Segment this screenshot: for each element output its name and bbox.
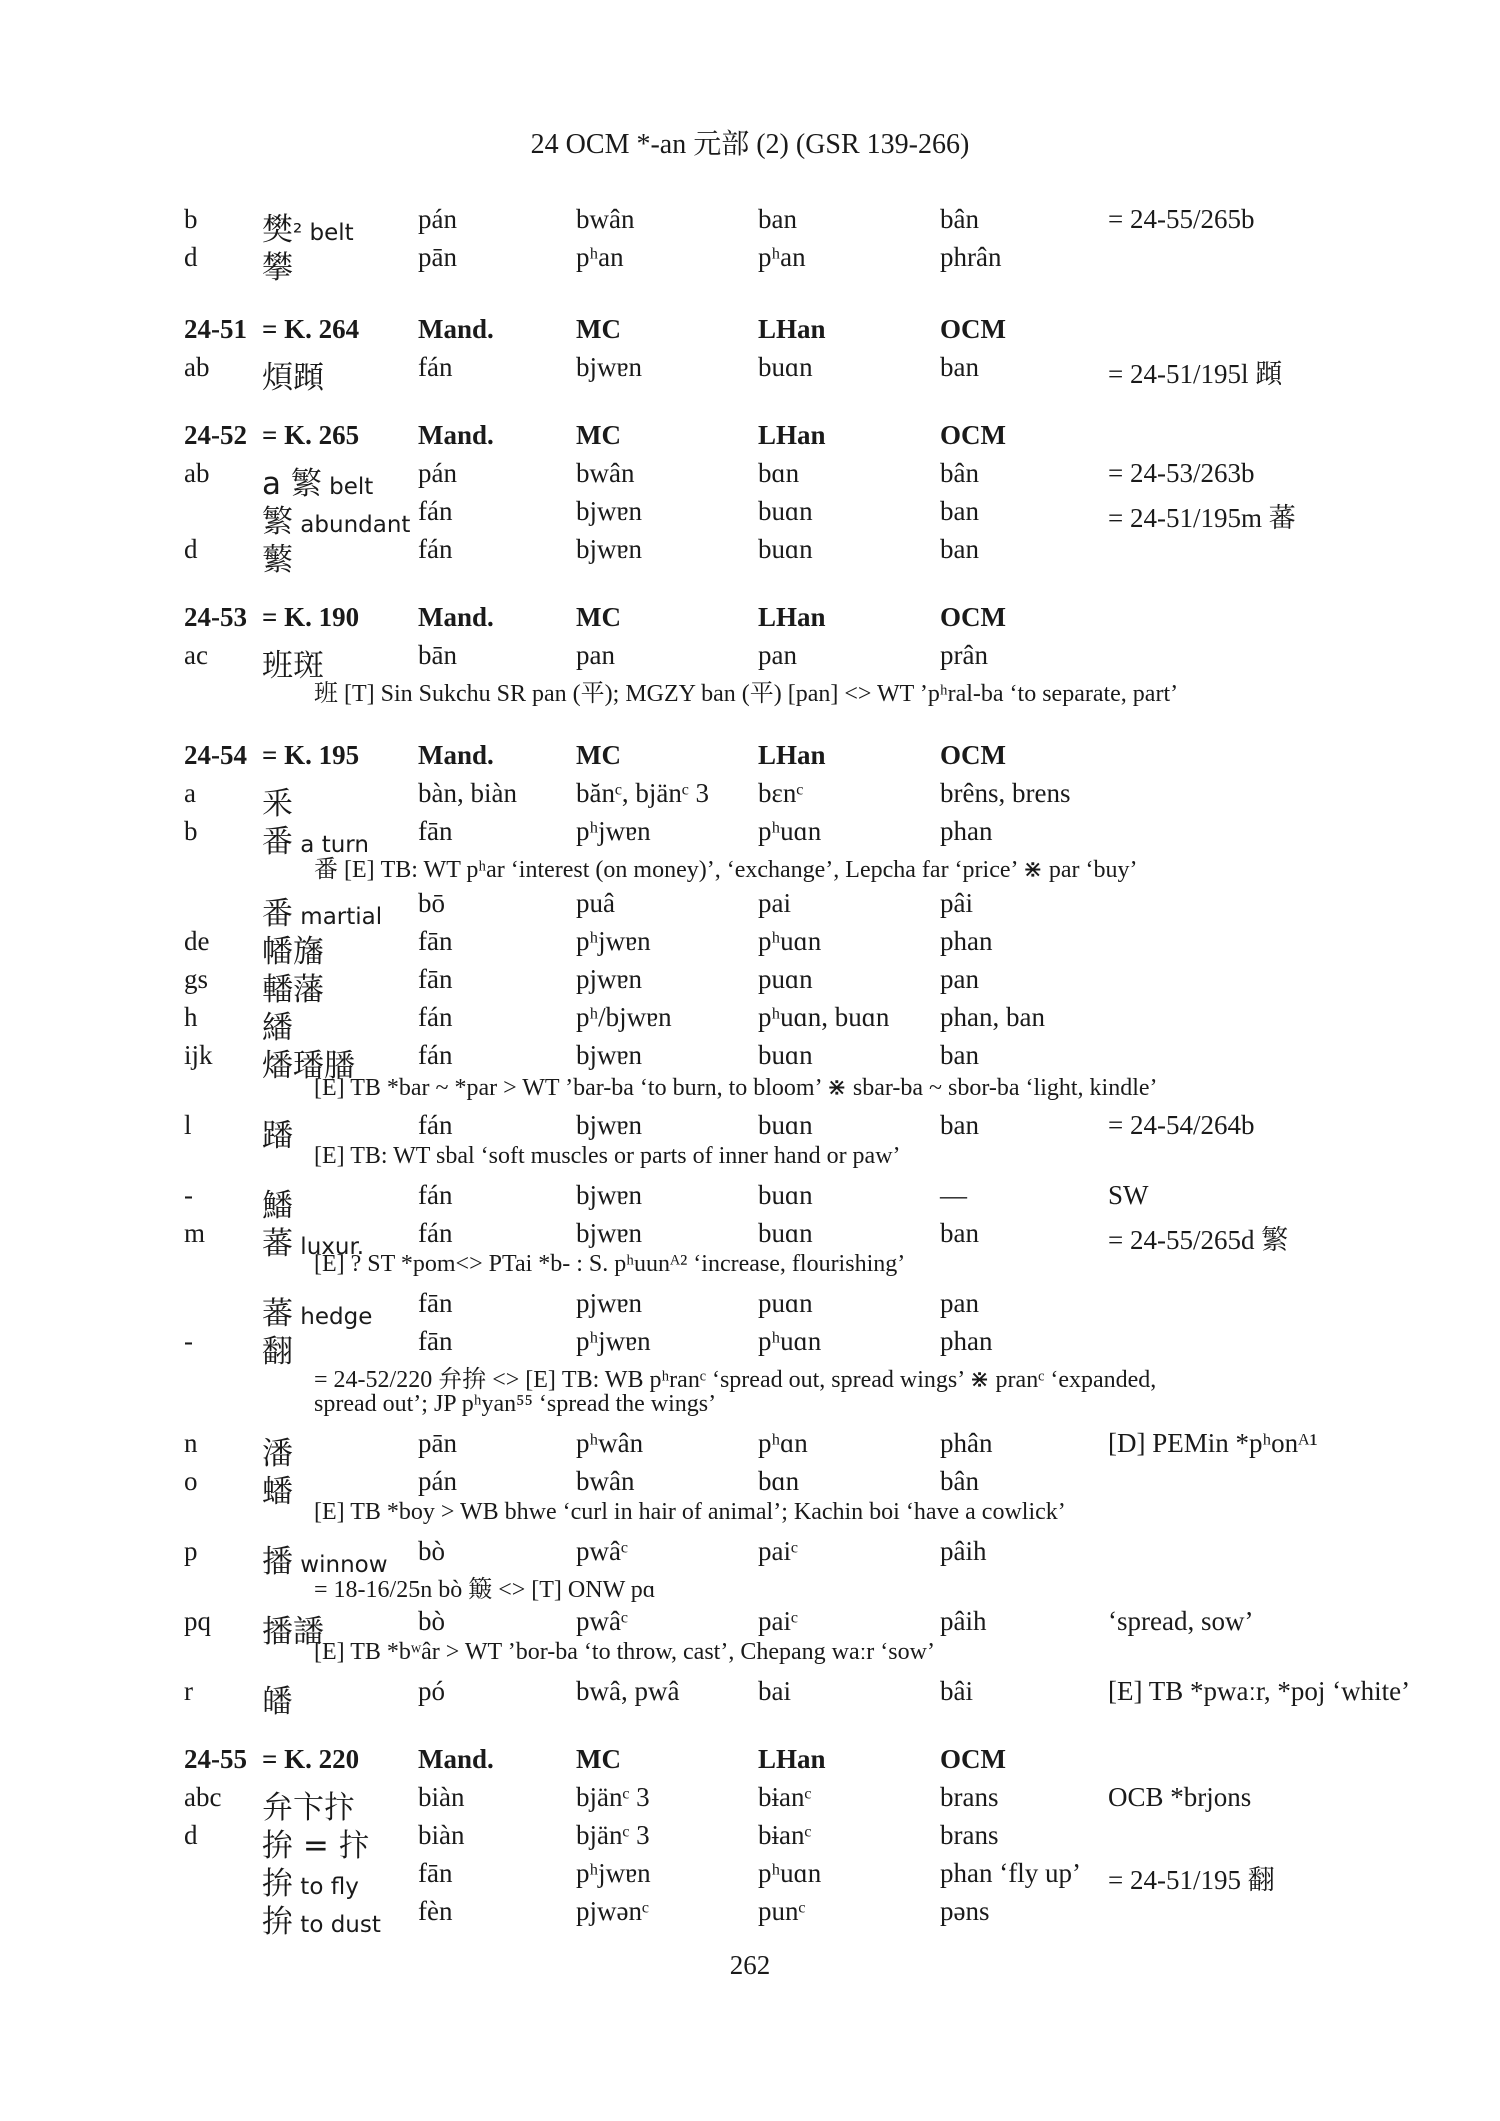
cell-c0: - (184, 1180, 193, 1210)
cell-c4: buɑn (758, 1180, 813, 1210)
cell-c2: pán (418, 458, 457, 488)
cell-c1: 蹯 (262, 1118, 293, 1154)
cell-c0: a (184, 778, 196, 808)
cell-c2: bàn, biàn (418, 778, 517, 808)
cell-c2: bān (418, 640, 457, 670)
cell-c2: biàn (418, 1820, 465, 1850)
cell-c5: pâih (940, 1536, 987, 1566)
cell-c0: 24-53 (184, 602, 247, 632)
cell-c2: fān (418, 1326, 453, 1356)
cell-c5: pəns (940, 1896, 990, 1926)
page-header: 24 OCM *-an 元部 (2) (GSR 139-266) (530, 129, 970, 160)
note-line: 番 [E] TB: WT pʰar ‘interest (on money)’, ‘exchange’, Lepcha far ‘price’ ⋇ par ‘buy’ (314, 857, 1138, 883)
cell-c1: = K. 265 (262, 420, 360, 450)
cell-c4: buɑn (758, 496, 813, 526)
cell-c4: LHan (758, 420, 826, 450)
cell-c3: pan (576, 640, 615, 670)
cell-c0: m (184, 1218, 206, 1248)
cell-c2: Mand. (418, 420, 494, 450)
cell-c2: fán (418, 1110, 453, 1140)
cell-c5: bân (940, 1466, 979, 1496)
cell-c4: pʰuɑn (758, 926, 822, 956)
cell-c5: — (940, 1180, 967, 1210)
cell-c5: OCM (940, 740, 1006, 770)
cell-c1: 拚 = 抃 (262, 1828, 370, 1864)
note-line: [E] ? ST *pom<> PTai *b- : S. pʰuunᴬ² ‘increase, flourishing’ (314, 1251, 906, 1277)
cell-c0: gs (184, 964, 209, 994)
cell-c6: OCB *brjons (1108, 1782, 1252, 1812)
cell-c4: pʰuɑn, buɑn (758, 1002, 890, 1032)
cell-c5: phan (940, 1326, 993, 1356)
note-line: spread out’; JP pʰyan⁵⁵ ‘spread the wings’ (314, 1391, 717, 1417)
cell-c3: pʰjwɐn (576, 1326, 651, 1356)
cell-c1: 潘 (262, 1436, 293, 1472)
cell-c5: OCM (940, 602, 1006, 632)
cell-c6: = 24-51/195m 蕃 (1108, 503, 1296, 533)
gloss: winnow (293, 1552, 388, 1578)
page-number: 262 (729, 1950, 771, 1980)
cell-c2: pó (418, 1676, 445, 1706)
cell-c3: MC (576, 740, 621, 770)
cell-c0: n (184, 1428, 198, 1458)
cell-c2: fán (418, 1180, 453, 1210)
cell-c6: = 24-53/263b (1108, 458, 1255, 488)
cell-c4: ban (758, 204, 797, 234)
cell-c0: 24-54 (184, 740, 247, 770)
cell-c4: pai (758, 888, 791, 918)
note-line: = 18-16/25n bò 簸 <> [T] ONW pɑ (314, 1577, 656, 1603)
cell-c5: phan ‘fly up’ (940, 1858, 1081, 1888)
cell-c5: phan, ban (940, 1002, 1045, 1032)
cell-c5: ban (940, 1110, 979, 1140)
cell-c0: ac (184, 640, 208, 670)
cell-c1: 蕃 hedge (262, 1296, 373, 1332)
cell-c2: Mand. (418, 602, 494, 632)
cell-c4: bɛnᶜ (758, 778, 804, 808)
cell-c2: fán (418, 1040, 453, 1070)
cell-c2: bò (418, 1606, 445, 1636)
cell-c4: LHan (758, 602, 826, 632)
cell-c5: ban (940, 534, 979, 564)
cell-c1: 蟠 (262, 1474, 293, 1510)
cell-c3: pjwɐn (576, 964, 642, 994)
cell-c6: = 24-55/265b (1108, 204, 1255, 234)
cell-c1: 轓藩 (262, 972, 324, 1008)
cell-c3: puâ (576, 888, 615, 918)
cell-c2: fān (418, 1858, 453, 1888)
cell-c0: 24-51 (184, 314, 247, 344)
cell-c0: d (184, 534, 198, 564)
cell-c3: pʰjwɐn (576, 816, 651, 846)
cell-c1: 煩蹞 (262, 360, 324, 396)
cell-c2: biàn (418, 1782, 465, 1812)
cell-c4: buɑn (758, 1040, 813, 1070)
cell-c2: Mand. (418, 314, 494, 344)
cell-c1: = K. 264 (262, 314, 360, 344)
cell-c3: pʰwân (576, 1428, 644, 1458)
note-line: = 24-52/220 弁拚 <> [E] TB: WB pʰranᶜ ‘spread out, spread wings’ ⋇ pranᶜ ‘expanded, (314, 1367, 1157, 1393)
cell-c3: MC (576, 314, 621, 344)
cell-c5: OCM (940, 420, 1006, 450)
cell-c3: bjänᶜ 3 (576, 1782, 650, 1812)
cell-c4: paiᶜ (758, 1536, 798, 1566)
cell-c3: pwâᶜ (576, 1536, 628, 1566)
cell-c0: o (184, 1466, 198, 1496)
cell-c1: 弁卞抃 (262, 1790, 355, 1826)
cell-c6: [E] TB *pwaːr, *poj ‘white’ (1108, 1676, 1411, 1706)
cell-c1: 繙 (262, 1010, 293, 1046)
cell-c0: b (184, 204, 198, 234)
cell-c2: Mand. (418, 740, 494, 770)
cell-c3: pwâᶜ (576, 1606, 628, 1636)
cell-c6: [D] PEMin *pʰonᴬ¹ (1108, 1428, 1318, 1458)
cell-c0: pq (184, 1606, 211, 1636)
cell-c0: d (184, 1820, 198, 1850)
gloss: to dust (293, 1912, 381, 1938)
cell-c1: 幡旛 (262, 934, 324, 970)
cell-c2: pān (418, 242, 457, 272)
cell-c1: 蘩 (262, 542, 293, 578)
cell-c4: LHan (758, 740, 826, 770)
cell-c1: 播譒 (262, 1614, 324, 1650)
cell-c1: a 繁 belt (262, 466, 374, 502)
cell-c5: phân (940, 1428, 993, 1458)
gloss: abundant (293, 512, 411, 538)
cell-c5: ban (940, 1040, 979, 1070)
cell-c2: fán (418, 496, 453, 526)
cell-c3: pʰ/bjwɐn (576, 1002, 672, 1032)
cell-c1: = K. 195 (262, 740, 360, 770)
cell-c0: abc (184, 1782, 222, 1812)
cell-c3: bjwɐn (576, 1180, 642, 1210)
cell-c1: 繁 abundant (262, 504, 411, 540)
cell-c5: prân (940, 640, 988, 670)
cell-c4: buɑn (758, 1110, 813, 1140)
cell-c3: MC (576, 602, 621, 632)
cell-c1: 鱕 (262, 1188, 293, 1224)
cell-c5: ban (940, 1218, 979, 1248)
cell-c5: brêns, brens (940, 778, 1071, 808)
cell-c4: pʰan (758, 242, 806, 272)
cell-c2: bò (418, 1536, 445, 1566)
cell-c2: fān (418, 1288, 453, 1318)
cell-c5: brans (940, 1782, 999, 1812)
cell-c0: ab (184, 458, 210, 488)
cell-c4: bɑn (758, 458, 800, 488)
cell-c1: = K. 190 (262, 602, 360, 632)
cell-c2: fān (418, 964, 453, 994)
cell-c0: 24-55 (184, 1744, 247, 1774)
cell-c3: pʰjwɐn (576, 926, 651, 956)
cell-c4: puɑn (758, 964, 813, 994)
cell-c4: pan (758, 640, 797, 670)
cell-c4: paiᶜ (758, 1606, 798, 1636)
cell-c4: pʰɑn (758, 1428, 808, 1458)
cell-c0: d (184, 242, 198, 272)
cell-c1: 播 winnow (262, 1544, 388, 1580)
cell-c5: pâih (940, 1606, 987, 1636)
cell-c5: pan (940, 1288, 979, 1318)
cell-c6: = 24-54/264b (1108, 1110, 1255, 1140)
cell-c3: bjwɐn (576, 534, 642, 564)
cell-c4: buɑn (758, 352, 813, 382)
cell-c0: b (184, 816, 198, 846)
cell-c5: phan (940, 816, 993, 846)
cell-c0: 24-52 (184, 420, 247, 450)
cell-c4: pʰuɑn (758, 1326, 822, 1356)
cell-c1: 樊² belt (262, 212, 354, 248)
cell-c5: bân (940, 458, 979, 488)
cell-c4: bɑn (758, 1466, 800, 1496)
cell-c4: pʰuɑn (758, 1858, 822, 1888)
cell-c1: 班斑 (262, 648, 324, 684)
cell-c5: pâi (940, 888, 973, 918)
cell-c4: buɑn (758, 534, 813, 564)
cell-c2: fān (418, 816, 453, 846)
cell-c5: ban (940, 496, 979, 526)
gloss: to fly (293, 1874, 359, 1900)
cell-c3: MC (576, 1744, 621, 1774)
cell-c5: phan (940, 926, 993, 956)
cell-c3: bjwɐn (576, 496, 642, 526)
gloss: a turn (293, 832, 369, 858)
cell-c3: bjwɐn (576, 1110, 642, 1140)
cell-c4: pʰuɑn (758, 816, 822, 846)
cell-c0: p (184, 1536, 198, 1566)
cell-c6: ‘spread, sow’ (1108, 1606, 1254, 1636)
cell-c0: l (184, 1110, 192, 1140)
cell-c1: 翻 (262, 1334, 293, 1370)
cell-c3: bwân (576, 458, 635, 488)
cell-c4: puɑn (758, 1288, 813, 1318)
cell-c2: fān (418, 926, 453, 956)
cell-c2: fèn (418, 1896, 453, 1926)
cell-c5: OCM (940, 1744, 1006, 1774)
cell-c4: bɨanᶜ (758, 1782, 812, 1812)
cell-c0: - (184, 1326, 193, 1356)
gloss: belt (321, 474, 374, 500)
cell-c3: pʰan (576, 242, 624, 272)
cell-c2: fán (418, 352, 453, 382)
cell-c4: bɨanᶜ (758, 1820, 812, 1850)
cell-c4: LHan (758, 314, 826, 344)
cell-c5: brans (940, 1820, 999, 1850)
cell-c5: bâi (940, 1676, 973, 1706)
cell-c4: bai (758, 1676, 791, 1706)
cell-c3: pjwɐn (576, 1288, 642, 1318)
cell-c0: ab (184, 352, 210, 382)
cell-c5: pan (940, 964, 979, 994)
cell-c3: bwân (576, 1466, 635, 1496)
cell-c2: fán (418, 1002, 453, 1032)
cell-c3: MC (576, 420, 621, 450)
cell-c6: = 24-55/265d 繁 (1108, 1225, 1289, 1255)
gloss: ² belt (293, 220, 354, 246)
cell-c1: = K. 220 (262, 1744, 360, 1774)
cell-c2: pán (418, 1466, 457, 1496)
note-line: [E] TB *boy > WB bhwe ‘curl in hair of animal’; Kachin boi ‘have a cowlick’ (314, 1499, 1066, 1525)
cell-c3: pʰjwɐn (576, 1858, 651, 1888)
cell-c5: ban (940, 352, 979, 382)
cell-c2: fán (418, 1218, 453, 1248)
cell-c1: 番 martial (262, 896, 383, 932)
gloss: martial (293, 904, 383, 930)
note-line: [E] TB *bʷâr > WT ’bor-ba ‘to throw, cast’, Chepang waːr ‘sow’ (314, 1639, 935, 1665)
cell-c1: 攀 (262, 250, 293, 286)
cell-c0: r (184, 1676, 193, 1706)
cell-c3: bjwɐn (576, 1218, 642, 1248)
cell-c3: bjwɐn (576, 352, 642, 382)
note-line: 班 [T] Sin Sukchu SR pan (平); MGZY ban (平) [pan] <> WT ’pʰral-ba ‘to separate, part’ (314, 681, 1179, 707)
cell-c1: 皤 (262, 1684, 293, 1720)
cell-c3: bwân (576, 204, 635, 234)
cell-c5: phrân (940, 242, 1002, 272)
cell-c2: Mand. (418, 1744, 494, 1774)
cell-c4: LHan (758, 1744, 826, 1774)
cell-c2: fán (418, 534, 453, 564)
note-line: [E] TB: WT sbal ‘soft muscles or parts of inner hand or paw’ (314, 1143, 901, 1169)
cell-c5: bân (940, 204, 979, 234)
cell-c0: ijk (184, 1040, 213, 1070)
cell-c1: 拚 to fly (262, 1866, 359, 1902)
cell-c3: pjwənᶜ (576, 1896, 649, 1926)
cell-c3: bjwɐn (576, 1040, 642, 1070)
cell-c5: OCM (940, 314, 1006, 344)
cell-c2: pān (418, 1428, 457, 1458)
note-line: [E] TB *bar ~ *par > WT ’bar-ba ‘to burn, to bloom’ ⋇ sbar-ba ~ sbor-ba ‘light, kindle’ (314, 1075, 1158, 1101)
cell-c1: 釆 (262, 786, 293, 822)
gloss: luxur. (293, 1234, 365, 1260)
cell-c2: pán (418, 204, 457, 234)
cell-c1: 拚 to dust (262, 1904, 381, 1940)
cell-c1: 蕃 luxur. (262, 1226, 365, 1262)
cell-c6: = 24-51/195l 蹞 (1108, 359, 1283, 389)
cell-c3: bjänᶜ 3 (576, 1820, 650, 1850)
cell-c6: = 24-51/195 翻 (1108, 1865, 1275, 1895)
cell-c1: 燔璠膰 (262, 1048, 355, 1084)
cell-c2: bō (418, 888, 445, 918)
cell-c4: punᶜ (758, 1896, 806, 1926)
cell-c0: de (184, 926, 210, 956)
cell-c0: h (184, 1002, 198, 1032)
cell-c3: bănᶜ, bjänᶜ 3 (576, 778, 710, 808)
cell-c1: 番 a turn (262, 824, 369, 860)
cell-c3: bwâ, pwâ (576, 1676, 680, 1706)
gloss: hedge (293, 1304, 373, 1330)
cell-c4: buɑn (758, 1218, 813, 1248)
cell-c6: SW (1108, 1180, 1149, 1210)
